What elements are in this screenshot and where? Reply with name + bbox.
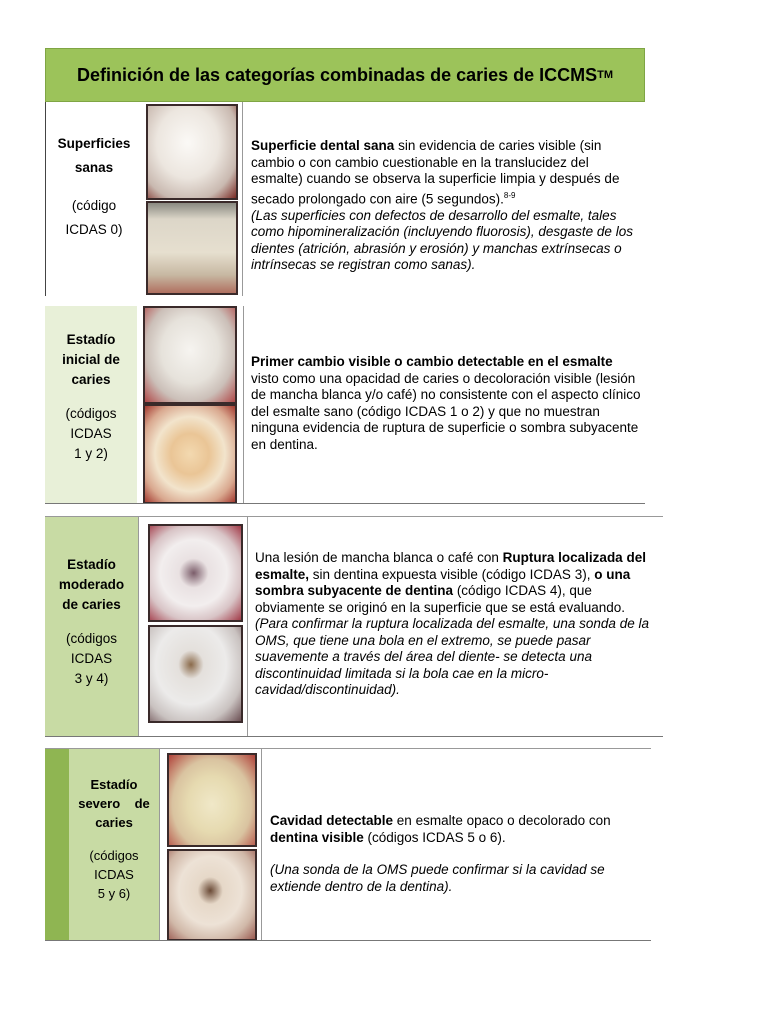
section-bottom-border	[45, 940, 651, 941]
desc-note: (Las superficies con defectos de desarrollo del esmalte, tales como hipomineralización (incluyendo fluorosis), desgaste de los dientes (atrición, abrasión y erosión) y manchas extrínsecas o intrínsecas se registran como sanas).	[251, 207, 633, 272]
divider	[247, 517, 248, 737]
section-description	[255, 550, 655, 699]
section-description	[270, 813, 645, 895]
desc-bold: Primer cambio visible o cambio detectable en el esmalte	[251, 354, 613, 369]
desc-bold: Ruptura localizada del esmalte,	[255, 550, 646, 582]
label-line: Estadío	[90, 777, 138, 792]
divider	[159, 749, 160, 941]
tooth-photo-sound-occlusal	[146, 104, 238, 200]
section-moderate-caries	[45, 516, 663, 737]
desc-bold: o una sombra subyacente de dentina	[255, 566, 631, 598]
title-text: Definición de las categorías combinadas de caries de ICCMS	[76, 64, 598, 85]
section-bottom-border	[45, 503, 645, 504]
desc-note: (Para confirmar la ruptura localizada del esmalte, una sonda de la OMS, que tiene una bola en el extremo, se puede pasar suavemente a través del área del diente- se detecta una discontinuidad limitada si la bola cae en la micro-cavidad/discontinuidad).	[255, 616, 649, 697]
label-line: Superficies	[57, 136, 131, 151]
label-line: Estadío	[67, 557, 116, 572]
section-sound-surfaces	[45, 102, 645, 296]
label-line: severo de	[78, 796, 150, 811]
code-line: ICDAS	[70, 651, 113, 666]
desc-text: Una lesión de mancha blanca o café con	[255, 550, 503, 565]
label-line: moderado	[58, 577, 125, 592]
label-line: caries	[71, 372, 111, 387]
code-line: (código	[71, 198, 117, 213]
section-description	[251, 138, 639, 274]
tooth-photo-initial-occlusal	[143, 404, 237, 504]
desc-text: sin evidencia de caries visible (sin cambio o con cambio cuestionable en la translucidez del esmalte) cuando se observa la superficie limpia y después de secado prolongado con aire (5 segundos).	[251, 138, 620, 206]
desc-text: sin dentina expuesta visible (código ICDAS 3),	[309, 566, 595, 582]
label-accent-stripe	[45, 749, 69, 941]
divider	[242, 102, 243, 296]
divider	[45, 102, 46, 296]
divider	[261, 749, 262, 941]
desc-bold: Superficie dental sana	[251, 138, 395, 153]
section-label	[45, 330, 137, 464]
code-line: (códigos	[65, 406, 117, 421]
desc-text: (códigos ICDAS 5 o 6).	[363, 829, 506, 845]
label-line: inicial de	[62, 352, 120, 367]
desc-note: (Una sonda de la OMS puede confirmar si la cavidad se extiende dentro de la dentina).	[270, 862, 605, 894]
tooth-photo-severe-cavity	[167, 753, 257, 847]
tooth-photo-moderate-lateral	[148, 524, 243, 622]
tooth-photo-sound-incisal	[146, 201, 238, 295]
code-line: ICDAS 0)	[65, 222, 123, 237]
section-label	[45, 555, 138, 689]
tooth-photo-moderate-occlusal	[148, 625, 243, 723]
code-line: ICDAS	[94, 867, 134, 882]
code-line: (códigos	[65, 631, 118, 646]
desc-text: en esmalte opaco o decolorado con	[393, 813, 611, 828]
section-severe-caries	[45, 748, 651, 940]
code-line: ICDAS	[70, 426, 112, 441]
tooth-photo-severe-occlusal	[167, 849, 257, 941]
label-line: caries	[95, 815, 133, 830]
label-line: sanas	[74, 160, 114, 175]
code-line: 3 y 4)	[74, 671, 109, 686]
label-line: de caries	[62, 597, 121, 612]
tooth-photo-initial-lateral	[143, 306, 237, 404]
trademark: TM	[597, 69, 614, 81]
table-title	[45, 48, 645, 102]
desc-text: visto como una opacidad de caries o decoloración visible (lesión de mancha blanca y/o café) no consistente con el aspecto clínico del esmalte sano (código ICDAS 1 o 2) y que no muestran ninguna evidencia de ruptura de superficie o sombra subyacente en dentina.	[251, 370, 641, 452]
section-label	[45, 134, 143, 240]
divider	[243, 306, 244, 504]
desc-reference: 8-9	[503, 190, 516, 200]
divider	[138, 517, 139, 737]
section-initial-caries	[45, 306, 645, 504]
desc-bold: Cavidad detectable	[270, 813, 394, 828]
label-line: Estadío	[66, 332, 116, 347]
code-line: 1 y 2)	[74, 446, 108, 461]
desc-text: (código ICDAS 4), que obviamente se originó en la superficie que se está evaluando.	[255, 583, 625, 615]
desc-bold: dentina visible	[270, 829, 364, 845]
section-label	[69, 775, 159, 903]
code-line: 5 y 6)	[97, 886, 131, 901]
code-line: (códigos	[89, 848, 139, 863]
section-description	[251, 354, 641, 453]
section-bottom-border	[45, 736, 663, 737]
